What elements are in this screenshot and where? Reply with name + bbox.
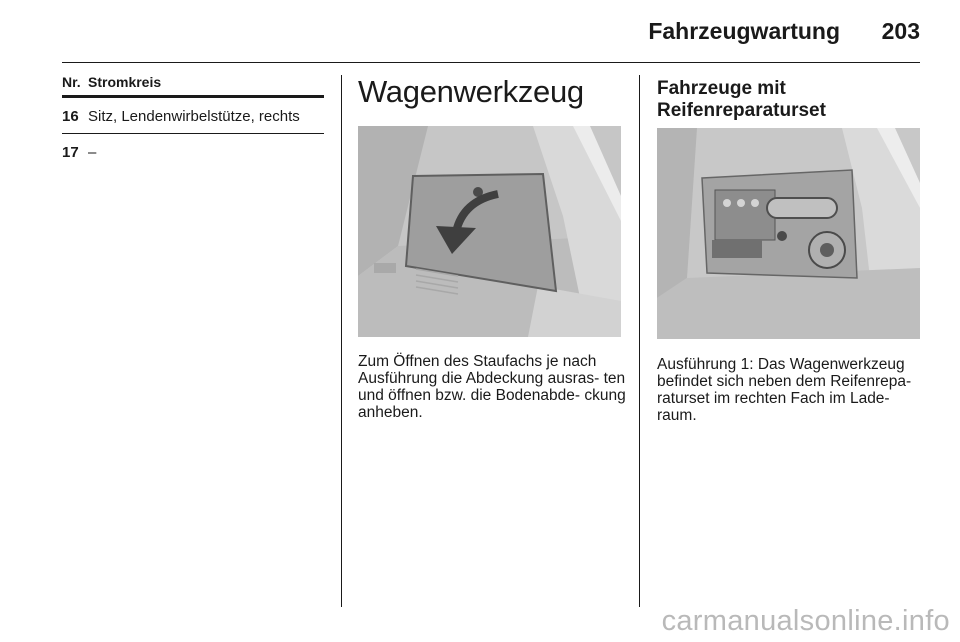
cargo-cover-photo bbox=[358, 126, 621, 337]
heading-line: Fahrzeuge mit bbox=[657, 78, 786, 99]
header-title: Fahrzeugwartung bbox=[648, 18, 840, 44]
tools-paragraph: Zum Öffnen des Staufachs je nach Ausführung die Abdeckung ausras- ten und öffnen bzw. die Bodenabde- ckung anheben. bbox=[358, 353, 626, 421]
watermark: carmanualsonline.info bbox=[661, 605, 950, 637]
section-heading-repair-kit bbox=[657, 78, 826, 122]
table-row bbox=[62, 144, 324, 169]
repair-kit-photo bbox=[657, 128, 920, 339]
heading-line: Reifenreparaturset bbox=[657, 100, 826, 121]
column-header-nr: Nr. bbox=[62, 74, 81, 90]
section-heading-tools: Wagenwerkzeug bbox=[358, 74, 584, 109]
repair-kit-paragraph: Ausführung 1: Das Wagenwerkzeug befindet sich neben dem Reifenrepa- raturset im rechten Fach im Lade- raum. bbox=[657, 356, 912, 424]
fuse-table bbox=[62, 74, 324, 169]
column-divider bbox=[341, 75, 342, 607]
page-number: 203 bbox=[881, 18, 920, 44]
table-header bbox=[62, 74, 324, 98]
row-text: Sitz, Lendenwirbelstütze, rechts bbox=[88, 108, 300, 125]
row-text: – bbox=[88, 144, 97, 161]
column-header-circuit: Stromkreis bbox=[88, 74, 162, 90]
row-number: 16 bbox=[62, 108, 79, 125]
table-row bbox=[62, 108, 324, 134]
page-header bbox=[62, 0, 920, 63]
row-number: 17 bbox=[62, 144, 79, 161]
column-divider bbox=[639, 75, 640, 607]
